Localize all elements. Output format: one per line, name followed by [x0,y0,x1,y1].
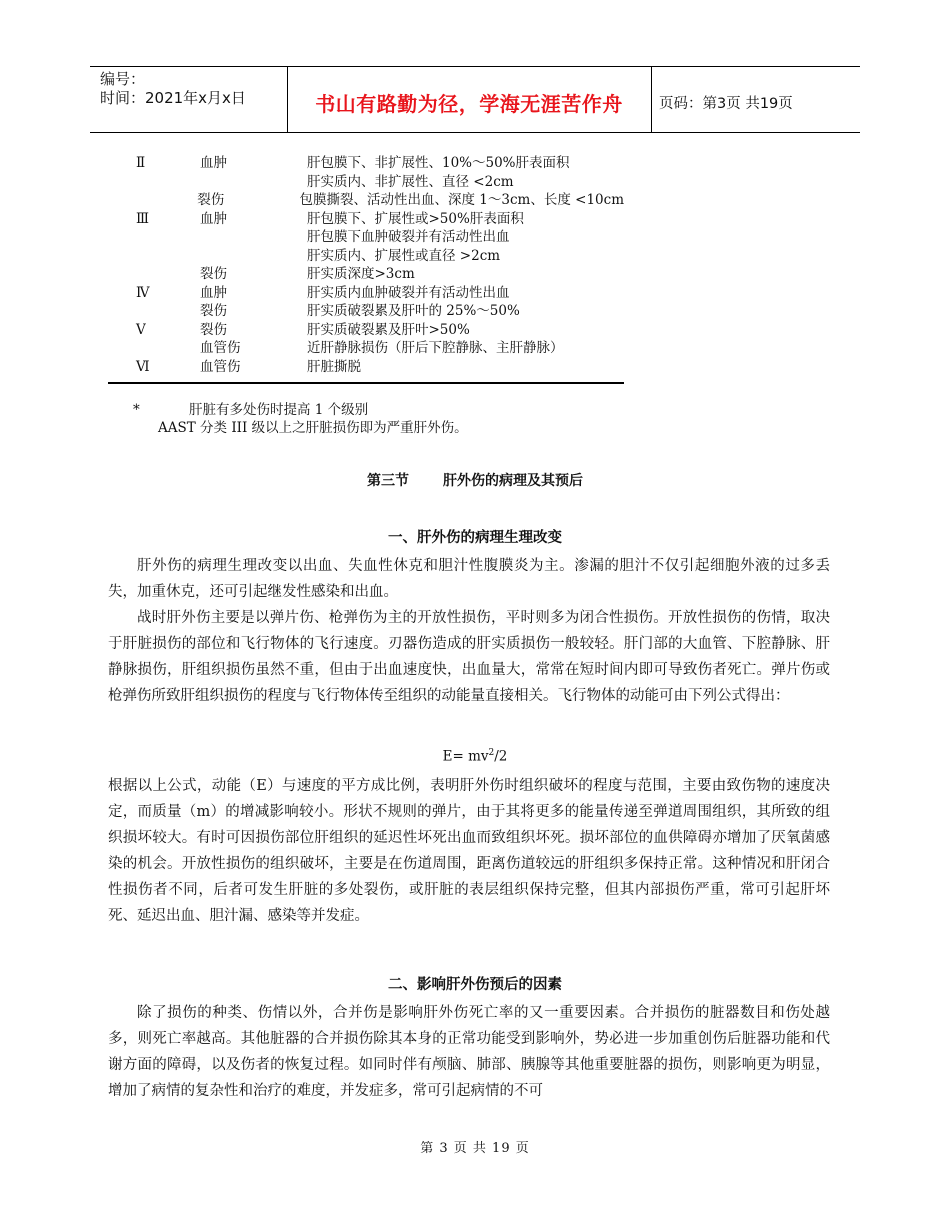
type-cell: 血管伤 [200,358,241,375]
type-cell: 血肿 [200,210,227,227]
type-cell: 裂伤 [200,266,227,282]
formula-main: E= mv [442,748,489,765]
paragraph: 肝外伤的病理生理改变以出血、失血性休克和胆汁性腹膜炎为主。渗漏的胆汁不仅引起细胞外液的过多丢失，加重休克，还可引起继发性感染和出血。 [108,558,830,600]
type-cell: 裂伤 [200,321,227,338]
desc-cell: 肝实质内血肿破裂并有活动性出血 [307,284,510,301]
table-row [108,339,624,358]
desc-cell: 包膜撕裂、活动性出血、深度 1～3cm、长度 <10cm [299,192,624,208]
header-number: 编号： [100,70,146,88]
header-bottom-rule [90,132,860,133]
formula-tail: /2 [494,748,508,765]
grade-cell [108,191,197,210]
table-row [108,247,624,266]
section-title [0,470,950,490]
desc-cell: 肝包膜下、非扩展性、10%～50%肝表面积 [307,155,570,171]
grade-cell: Ⅴ [136,321,146,338]
formula-exponent: 2 [488,748,495,758]
desc-cell: 肝实质破裂累及肝叶的 25%～50% [307,303,520,319]
grade-cell [108,339,200,358]
table-note-2: AAST 分类 III 级以上之肝脏损伤即为严重肝外伤。 [158,420,468,436]
desc-cell: 肝实质内、非扩展性、直径 <2cm [307,173,514,190]
table-row [108,302,624,321]
type-cell [200,247,307,266]
grade-cell [108,302,200,321]
desc-cell: 肝包膜下血肿破裂并有活动性出血 [307,229,510,245]
kinetic-energy-formula [0,748,950,765]
header-top-rule [90,66,860,67]
type-cell: 血肿 [200,155,227,171]
page-footer: 第 3 页 共 19 页 [420,1141,530,1156]
header-divider-right [651,66,652,132]
grade-cell [108,173,200,192]
table-row [108,284,624,303]
grade-cell: Ⅵ [136,358,150,375]
paragraph: 战时肝外伤主要是以弹片伤、枪弹伤为主的开放性损伤，平时则多为闭合性损伤。开放性损伤的伤情，取决于肝脏损伤的部位和飞行物体的飞行速度。刃器伤造成的肝实质损伤一般较轻。肝门部的大血管、下腔静脉、肝静脉损伤，肝组织损伤虽然不重，但由于出血速度快，出血量大，常常在短时间内即可导致伤者死亡。弹片伤或枪弹伤所致肝组织损伤的程度与飞行物体传至组织的动能量直接相关。飞行物体的动能可由下列公式得出： [108,610,830,704]
table-bottom-rule [108,382,624,384]
desc-cell: 近肝静脉损伤（肝后下腔静脉、主肝静脉） [307,340,564,356]
type-cell: 血肿 [200,284,227,301]
grade-cell [108,228,200,247]
type-cell: 血管伤 [200,340,241,356]
header-time: 时间：2021年x月x日 [100,89,246,107]
desc-cell: 肝包膜下、扩展性或>50%肝表面积 [307,210,524,227]
grade-cell: Ⅳ [136,284,150,301]
note-star: * [133,402,140,418]
header-page-info: 页码：第3页 共19页 [659,96,793,112]
table-row [108,173,624,192]
table-row [108,358,624,377]
table-row [108,210,624,229]
table-row [108,191,624,210]
note-1-text: 肝脏有多处伤时提高 1 个级别 [189,402,369,418]
paragraph: 根据以上公式，动能（E）与速度的平方成比例，表明肝外伤时组织破坏的程度与范围，主要由致伤物的速度决定，而质量（m）的增减影响较小。形状不规则的弹片，由于其将更多的能量传递至弹道周围组织，其所致的组织损坏较大。有时可因损伤部位肝组织的延迟性坏死出血而致组织坏死。损坏部位的血供障碍亦增加了厌氧菌感染的机会。开放性损伤的组织破坏，主要是在伤道周围，距离伤道较远的肝组织多保持正常。这种情况和肝闭合性损伤者不同，后者可发生肝脏的多处裂伤，或肝脏的表层组织保持完整，但其内部损伤严重，常可引起肝坏死、延迟出血、胆汁漏、感染等并发症。 [108,778,830,924]
grade-cell: Ⅲ [136,210,150,227]
desc-cell: 肝脏撕脱 [307,358,361,375]
section-name: 肝外伤的病理及其预后 [443,473,583,489]
grade-cell [108,247,200,266]
grade-cell [108,265,200,284]
type-cell: 裂伤 [197,192,225,208]
type-cell: 裂伤 [200,303,227,319]
table-row [108,321,624,340]
table-note-1 [133,398,368,418]
desc-cell: 肝实质深度>3cm [307,266,415,282]
type-cell [200,228,307,247]
table-row [108,154,624,173]
section-number: 第三节 [367,473,409,489]
table-row [108,265,624,284]
header-motto: 书山有路勤为径，学海无涯苦作舟 [315,92,623,116]
table-row [108,228,624,247]
subsection-2-title: 二、影响肝外伤预后的因素 [388,977,562,993]
desc-cell: 肝实质内、扩展性或直径 >2cm [307,247,501,264]
type-cell [200,173,307,192]
liver-injury-grade-table [108,154,624,376]
desc-cell: 肝实质破裂累及肝叶>50% [307,321,470,338]
paragraph: 除了损伤的种类、伤情以外，合并伤是影响肝外伤死亡率的又一重要因素。合并损伤的脏器数目和伤处越多，则死亡率越高。其他脏器的合并损伤除其本身的正常功能受到影响外，势必进一步加重创伤后脏器功能和代谢方面的障碍，以及伤者的恢复过程。如同时伴有颅脑、肺部、胰腺等其他重要脏器的损伤，则影响更为明显，增加了病情的复杂性和治疗的难度，并发症多，常可引起病情的不可 [108,1005,830,1099]
header-meta [100,70,246,108]
grade-cell: Ⅱ [136,155,146,171]
subsection-1-title: 一、肝外伤的病理生理改变 [388,530,562,546]
